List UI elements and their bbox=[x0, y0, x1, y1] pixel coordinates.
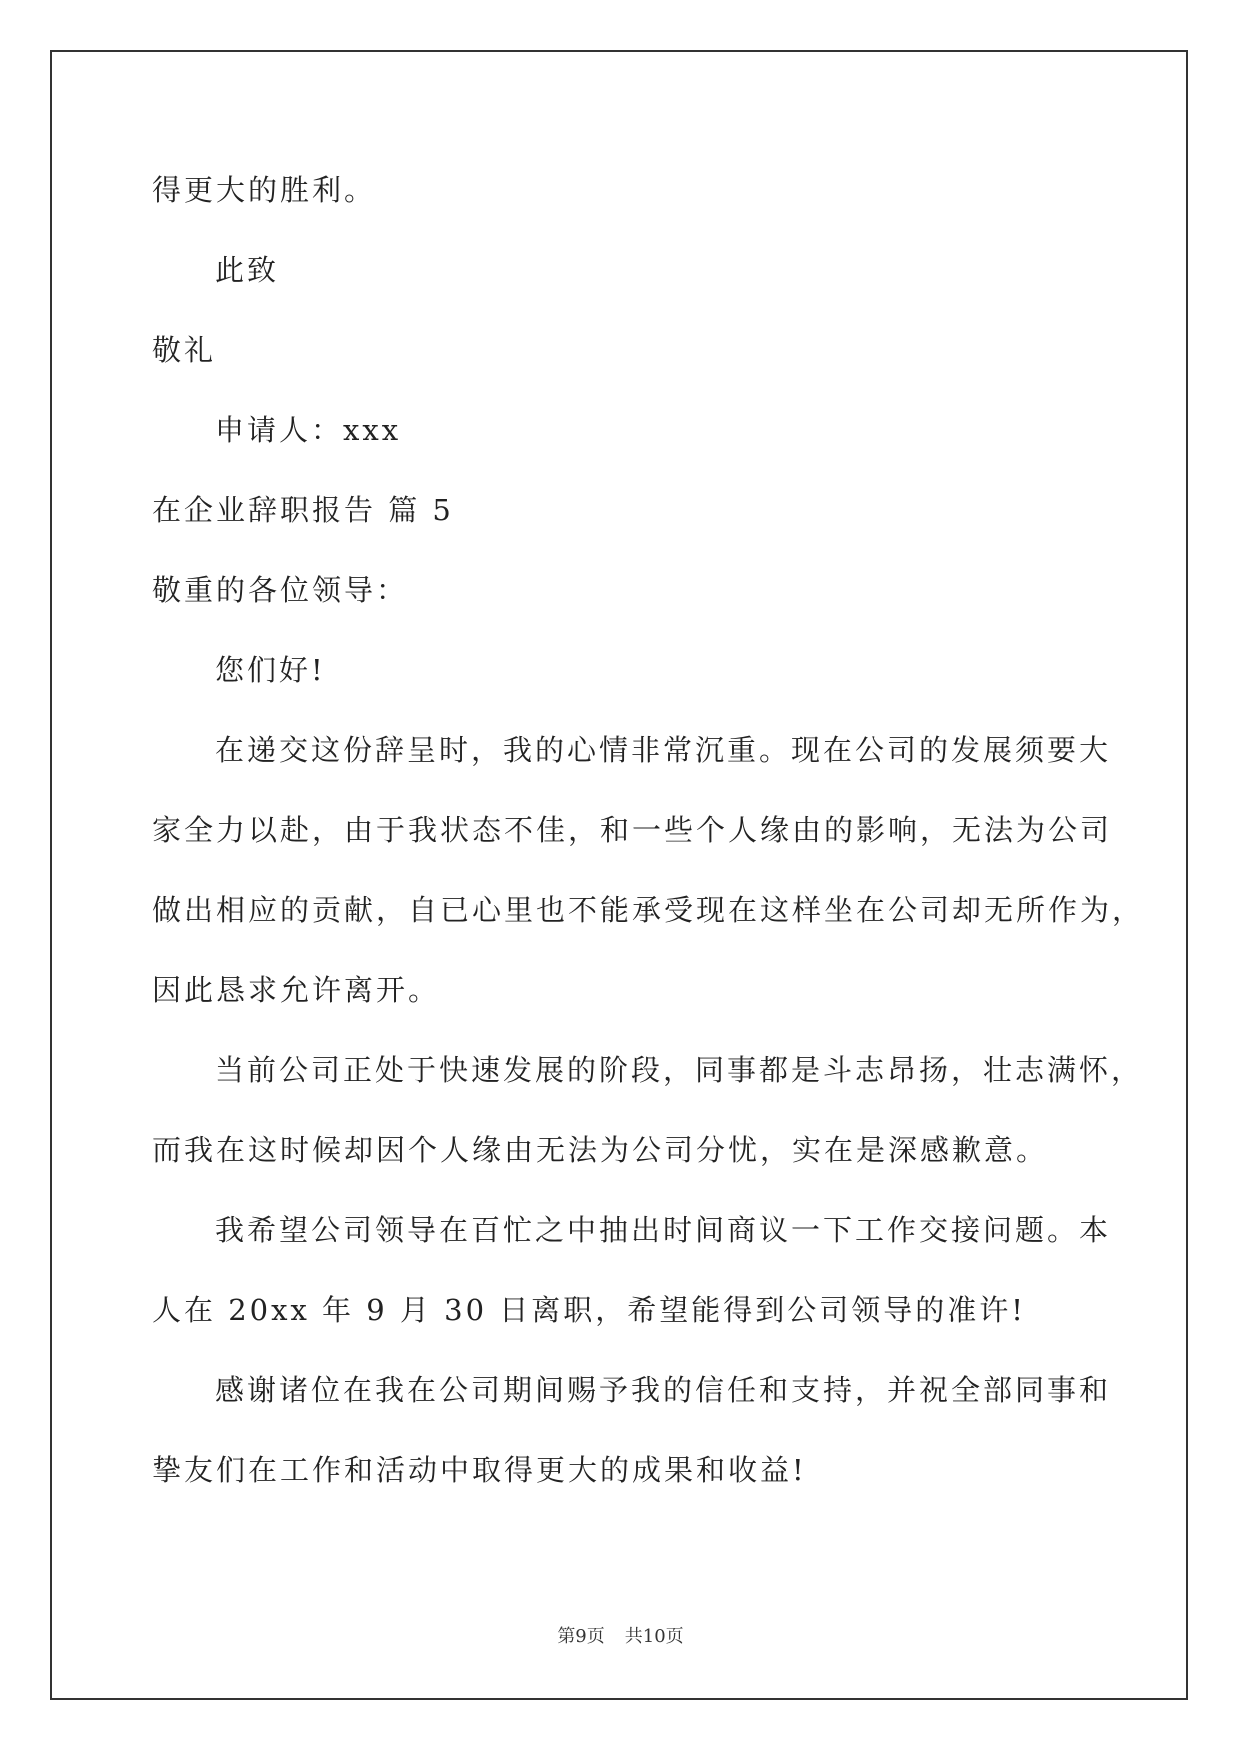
paragraph-1-line-3: 做出相应的贡献，自已心里也不能承受现在这样坐在公司却无所作为， bbox=[152, 893, 1145, 927]
paragraph-4-line-1: 感谢诸位在我在公司期间赐予我的信任和支持，并祝全部同事和 bbox=[215, 1373, 1112, 1407]
page-number: 第9页 bbox=[557, 1626, 605, 1647]
paragraph-1-line-2: 家全力以赴，由于我状态不佳，和一些个人缘由的影响，无法为公司 bbox=[152, 813, 1113, 847]
greeting-hello: 您们好! bbox=[215, 653, 326, 687]
closing-regards: 敬礼 bbox=[152, 333, 217, 367]
paragraph-2-line-2: 而我在这时候却因个人缘由无法为公司分忧，实在是深感歉意。 bbox=[152, 1133, 1049, 1167]
paragraph-4-line-2: 挚友们在工作和活动中取得更大的成果和收益! bbox=[152, 1453, 807, 1487]
text-line-1: 得更大的胜利。 bbox=[152, 173, 377, 207]
page-footer bbox=[0, 1622, 1241, 1648]
paragraph-1-line-1: 在递交这份辞呈时，我的心情非常沉重。现在公司的发展须要大 bbox=[215, 733, 1112, 767]
closing-salutation: 此致 bbox=[215, 253, 280, 287]
paragraph-2-line-1: 当前公司正处于快速发展的阶段，同事都是斗志昂扬，壮志满怀， bbox=[215, 1053, 1144, 1087]
greeting-recipient: 敬重的各位领导： bbox=[152, 573, 409, 607]
page-total: 共10页 bbox=[624, 1626, 684, 1647]
section-title: 在企业辞职报告 篇 5 bbox=[152, 493, 454, 527]
paragraph-3-line-2: 人在 20xx 年 9 月 30 日离职，希望能得到公司领导的准许! bbox=[152, 1293, 1026, 1327]
paragraph-3-line-1: 我希望公司领导在百忙之中抽出时间商议一下工作交接问题。本 bbox=[215, 1213, 1112, 1247]
paragraph-1-line-4: 因此恳求允许离开。 bbox=[152, 973, 441, 1007]
applicant-signature: 申请人：xxx bbox=[215, 413, 402, 447]
